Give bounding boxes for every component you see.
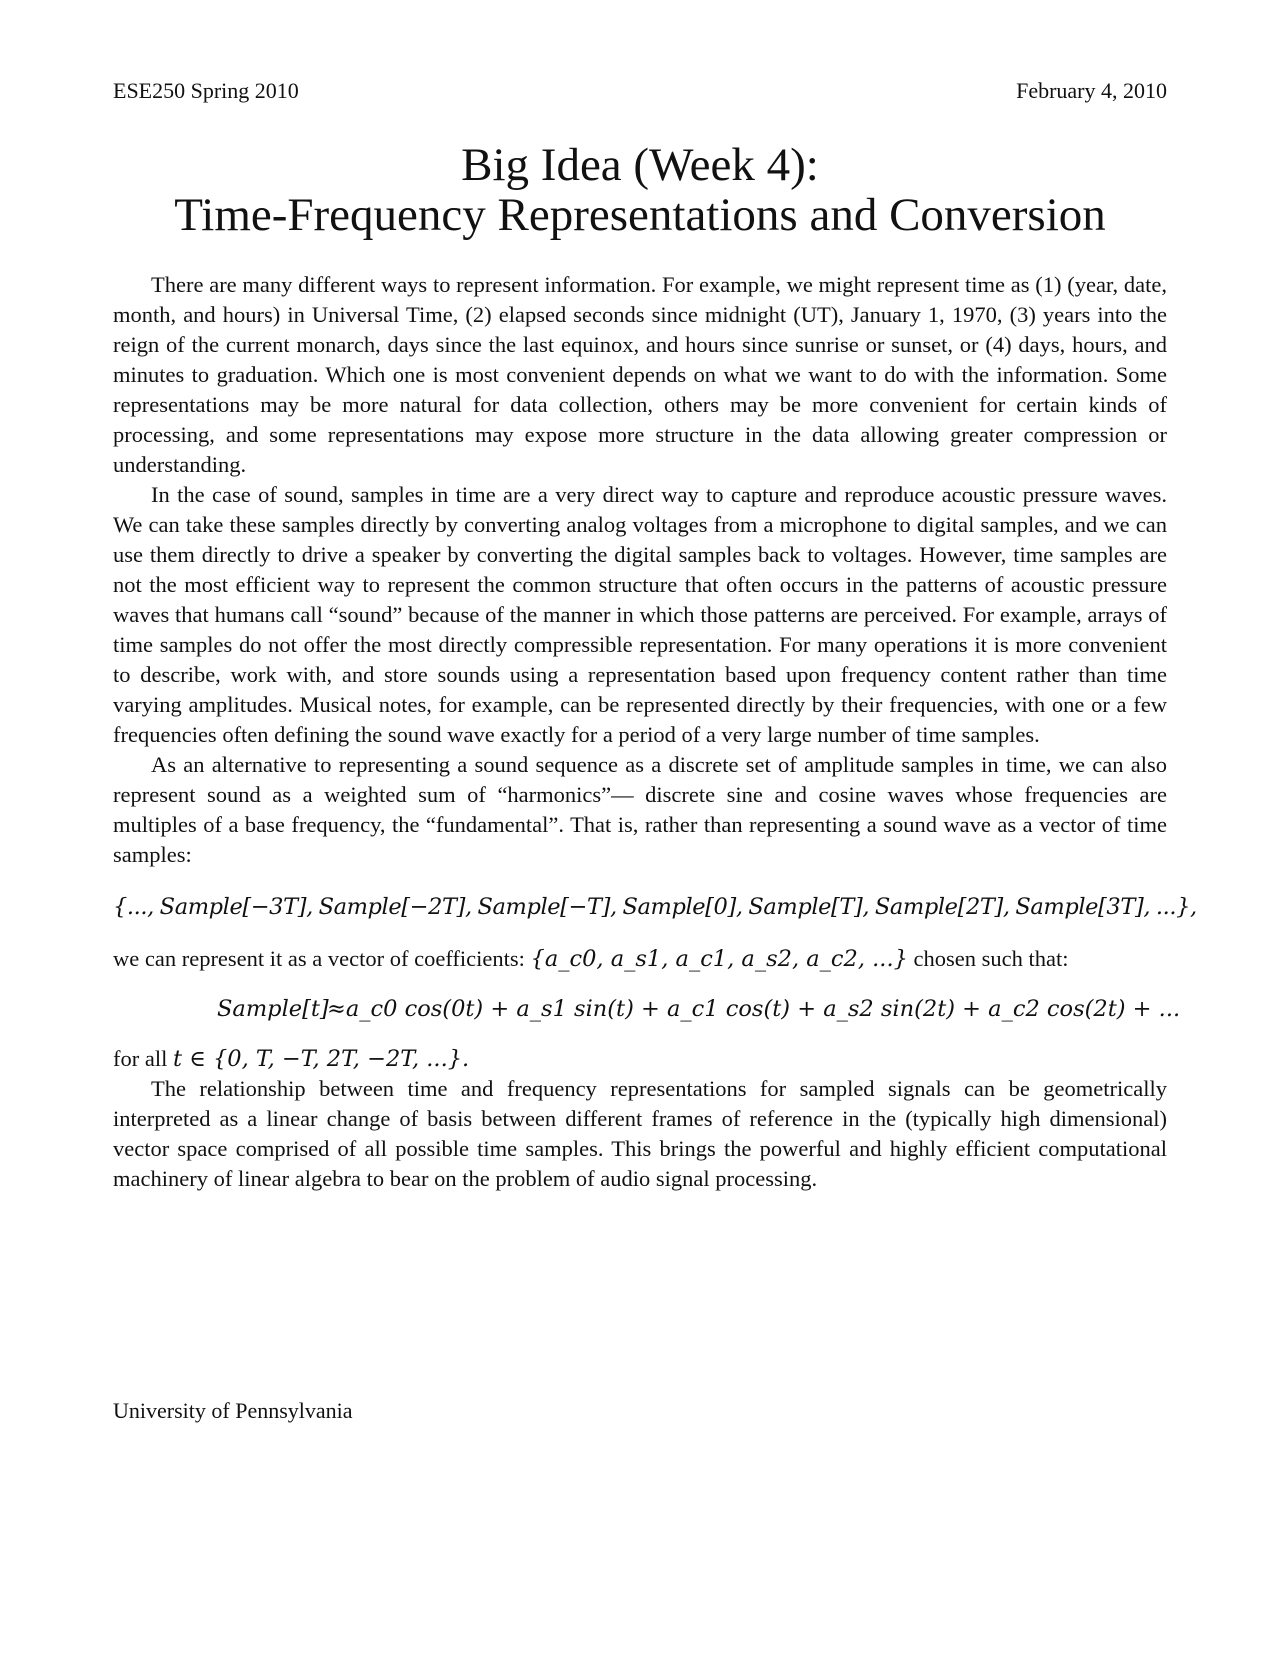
page-footer	[113, 1398, 353, 1424]
date-label: February 4, 2010	[1016, 78, 1167, 103]
sample-sequence-text: {..., Sample[−3T], Sample[−2T], Sample[−T], Sample[0], Sample[T], Sample[2T], Sample[3T], ...},	[113, 894, 1197, 920]
title-line-1: Big Idea (Week 4):	[461, 139, 819, 191]
domain-set: t ∈ {0, T, −T, 2T, −2T, ...}.	[172, 1046, 470, 1072]
page-title	[113, 140, 1167, 240]
coefficient-vector: {a_c0, a_s1, a_c1, a_s2, a_c2, ...}	[530, 946, 908, 972]
paragraph-linear-algebra: The relationship between time and frequency representations for sampled signals can be geometrically interpreted as a linear change of basis between different frames of reference in the (typically high dimensional) vector space comprised of all possible time samples. This brings the powerful and highly efficient computational machinery of linear algebra to bear on the problem of audio signal processing.	[113, 1076, 1167, 1191]
paragraph-domain	[113, 1044, 1167, 1074]
sample-sequence-equation	[113, 892, 1197, 922]
paragraph-coefficients	[113, 944, 1167, 974]
fourier-sum-equation	[113, 994, 1181, 1024]
course-label: ESE250 Spring 2010	[113, 78, 299, 103]
coefficients-prefix: we can represent it as a vector of coefficients:	[113, 946, 525, 971]
institution-label: University of Pennsylvania	[113, 1398, 353, 1423]
domain-prefix: for all	[113, 1046, 168, 1071]
equation-rhs: a_c0 cos(0t) + a_s1 sin(t) + a_c1 cos(t) + a_s2 sin(2t) + a_c2 cos(2t) + ...	[345, 996, 1181, 1022]
paragraph-sound-samples: In the case of sound, samples in time are a very direct way to capture and reproduce acoustic pressure waves. We can take these samples directly by converting analog voltages from a microphone to digital samples, and we can use them directly to drive a speaker by converting the digital samples back to voltages. However, time samples are not the most efficient way to represent the common structure that often occurs in the patterns of acoustic pressure waves that humans call “sound” because of the manner in which those patterns are perceived. For example, arrays of time samples do not offer the most directly compressible representation. For many operations it is more convenient to describe, work with, and store sounds using a representation based upon frequency content rather than time varying amplitudes. Musical notes, for example, can be represented directly by their frequencies, with one or a few frequencies often defining the sound wave exactly for a period of a very large number of time samples.	[113, 482, 1167, 747]
title-line-2: Time-Frequency Representations and Conversion	[174, 189, 1106, 241]
equation-lhs: Sample[t]	[217, 996, 329, 1022]
coefficients-suffix: chosen such that:	[913, 946, 1069, 971]
page-header	[113, 78, 1167, 104]
document-page	[113, 0, 1197, 1656]
document-body	[113, 270, 1197, 1194]
equation-approx-symbol: ≈	[327, 996, 346, 1022]
paragraph-harmonics: As an alternative to representing a sound sequence as a discrete set of amplitude samples in time, we can also represent sound as a weighted sum of “harmonics”— discrete sine and cosine waves whose frequencies are multiples of a base frequency, the “fundamental”. That is, rather than representing a sound wave as a vector of time samples:	[113, 752, 1167, 867]
paragraph-representations: There are many different ways to represent information. For example, we might represent time as (1) (year, date, month, and hours) in Universal Time, (2) elapsed seconds since midnight (UT), January 1, 1970, (3) years into the reign of the current monarch, days since the last equinox, and hours since sunrise or sunset, or (4) days, hours, and minutes to graduation. Which one is most convenient depends on what we want to do with the information. Some representations may be more natural for data collection, others may be more convenient for certain kinds of processing, and some representations may expose more structure in the data allowing greater compression or understanding.	[113, 272, 1167, 477]
